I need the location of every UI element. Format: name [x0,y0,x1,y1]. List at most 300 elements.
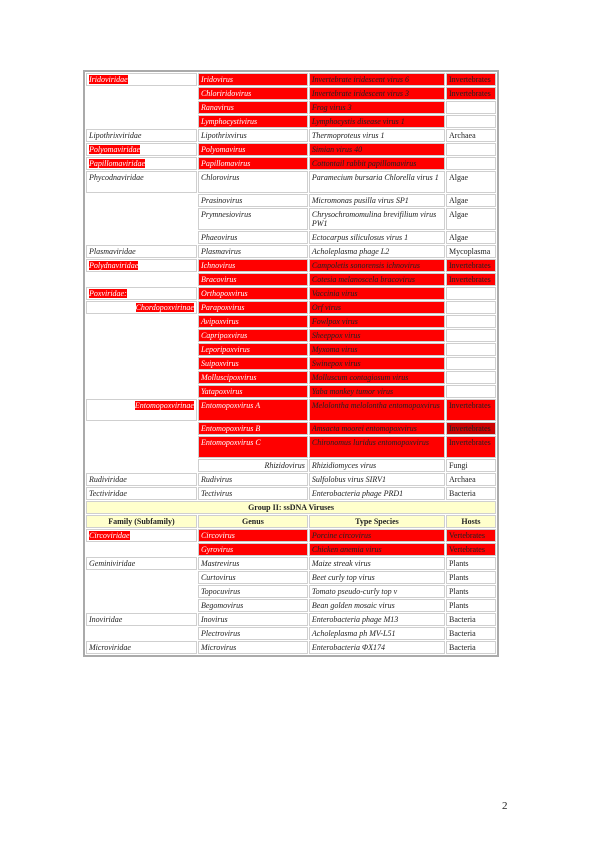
genus-name: Yatapoxvirus [200,387,243,396]
genus-name: Microvirus [200,643,237,652]
genus-name: Phaeovirus [200,233,238,242]
family-name: Plasmaviridae [89,247,136,256]
family-cell [86,487,197,500]
table-row [86,557,496,570]
table-row [86,101,496,114]
species-cell [309,557,445,570]
genus-cell [198,231,308,244]
table-row [86,315,496,328]
host-cell [446,571,496,584]
genus-cell [198,273,308,286]
species-cell [309,422,445,435]
table-row [86,543,496,556]
host-name: Algae [448,173,469,182]
col-header-species: Type Species [309,515,445,528]
species-cell [309,208,445,230]
table-row [86,171,496,193]
host-cell [446,385,496,398]
host-name: Vertebrates [448,545,485,554]
species-cell [309,101,445,114]
host-cell [446,259,496,272]
genus-cell [198,585,308,598]
genus-name: Ichnovirus [200,261,236,270]
species-cell [309,529,445,542]
table-row [86,259,496,272]
table-row [86,473,496,486]
family-cell [86,557,197,570]
species-cell [309,357,445,370]
host-cell [446,371,496,384]
family-cell [86,259,197,272]
table-row [86,231,496,244]
table-row [86,208,496,230]
host-name: Vertebrates [448,531,485,540]
host-name: Plants [448,559,469,568]
host-cell [446,599,496,612]
host-cell [446,73,496,86]
host-cell [446,208,496,230]
genus-name: Polyomavirus [200,145,246,154]
species-name: Sulfolobus virus SIRV1 [311,475,386,484]
genus-cell [198,473,308,486]
genus-cell [198,287,308,300]
species-name: Lymphocystis disease virus 1 [311,117,405,126]
host-cell [446,287,496,300]
group2-header [86,501,496,528]
host-cell [446,422,496,435]
table-row [86,371,496,384]
species-cell [309,436,445,458]
host-name: Archaea [448,475,476,484]
host-name: Algae [448,210,469,219]
host-name: Bacteria [448,615,476,624]
host-cell [446,157,496,170]
host-name: Invertebrates [448,275,491,284]
table-row [86,273,496,286]
species-name: Chironomus luridus entomopoxvirus [311,438,429,447]
host-cell [446,436,496,458]
species-name: Melolontha melolontha entomopoxvirus [311,401,440,410]
table-row [86,357,496,370]
host-name: Bacteria [448,489,476,498]
genus-cell [198,129,308,142]
genus-cell [198,422,308,435]
family-cell [86,641,197,654]
genus-cell [198,641,308,654]
family-cell [86,101,197,114]
species-cell [309,585,445,598]
genus-name: Parapoxvirus [200,303,245,312]
species-cell [309,613,445,626]
species-cell [309,129,445,142]
genus-cell [198,194,308,207]
host-name: Invertebrates [448,401,491,410]
species-cell [309,259,445,272]
species-cell [309,171,445,193]
species-cell [309,385,445,398]
host-cell [446,343,496,356]
host-name: Algae [448,196,469,205]
genus-cell [198,315,308,328]
genus-cell [198,115,308,128]
host-name: Archaea [448,131,476,140]
genus-cell [198,357,308,370]
host-cell [446,143,496,156]
family-name: Geminiviridae [89,559,136,568]
table-row [86,73,496,86]
family-name: Rudiviridae [89,475,127,484]
genus-cell [198,399,308,421]
genus-name: Plasmavirus [200,247,241,256]
species-cell [309,487,445,500]
family-cell [86,613,197,626]
genus-name: Iridovirus [200,75,233,84]
genus-cell [198,143,308,156]
species-name: Simian virus 40 [311,145,363,154]
host-name: Bacteria [448,643,476,652]
genus-name: Chlorovirus [200,173,240,182]
family-cell [86,371,197,384]
family-cell [86,343,197,356]
host-cell [446,473,496,486]
family-cell [86,357,197,370]
family-name: Polyomaviridae [89,145,141,154]
genus-cell [198,487,308,500]
species-cell [309,87,445,100]
host-cell [446,543,496,556]
family-cell [86,315,197,328]
genus-name: Prymnesiovirus [200,210,252,219]
family-cell [86,273,197,286]
table-row [86,343,496,356]
species-name: Frog virus 3 [311,103,352,112]
family-name: Iridoviridae [89,75,128,84]
genus-cell [198,571,308,584]
genus-name: Plectrovirus [200,629,241,638]
family-name: Lipothrixviridae [89,131,142,140]
species-name: Porcine circovirus [311,531,372,540]
table-row [86,157,496,170]
species-name: Cottontail rabbit papillomavirus [311,159,417,168]
family-cell [86,399,197,421]
genus-cell [198,101,308,114]
table-row [86,115,496,128]
family-cell [86,231,197,244]
family-cell [86,194,197,207]
host-cell [446,245,496,258]
family-cell [86,171,197,193]
species-cell [309,459,445,472]
genus-name: Lymphocystivirus [200,117,258,126]
species-name: Myxoma virus [311,345,358,354]
host-name: Plants [448,587,469,596]
species-name: Enterobacteria ΦX174 [311,643,386,652]
host-cell [446,115,496,128]
family-cell [86,585,197,598]
host-cell [446,273,496,286]
host-cell [446,171,496,193]
host-cell [446,329,496,342]
species-name: Enterobacteria phage PRD1 [311,489,404,498]
genus-name: Gyrovirus [200,545,234,554]
host-cell [446,585,496,598]
genus-name: Leporipoxvirus [200,345,250,354]
genus-name: Tectivirus [200,489,233,498]
family-cell [86,287,197,300]
genus-name: Entomopoxvirus B [200,424,261,433]
species-cell [309,473,445,486]
genus-cell [198,613,308,626]
table-row [86,287,496,300]
species-name: Tomato pseudo-curly top v [311,587,398,596]
genus-cell [198,301,308,314]
group1-dsdna-rows [86,73,496,500]
genus-cell [198,87,308,100]
species-name: Orf virus [311,303,342,312]
genus-cell [198,385,308,398]
species-cell [309,371,445,384]
table-row [86,436,496,458]
family-cell [86,301,197,314]
host-name: Bacteria [448,629,476,638]
species-cell [309,329,445,342]
family-name: Phycodnaviridae [89,173,144,182]
family-name: Inoviridae [89,615,123,624]
host-cell [446,459,496,472]
host-name: Invertebrates [448,75,491,84]
species-name: Bean golden mosaic virus [311,601,395,610]
table-row [86,194,496,207]
genus-cell [198,599,308,612]
host-name: Algae [448,233,469,242]
table-row [86,129,496,142]
species-name: Sheeppox virus [311,331,361,340]
host-cell [446,627,496,640]
genus-cell [198,459,308,472]
genus-cell [198,73,308,86]
species-cell [309,343,445,356]
species-cell [309,315,445,328]
species-cell [309,245,445,258]
species-cell [309,115,445,128]
host-cell [446,231,496,244]
genus-name: Capripoxvirus [200,331,248,340]
family-cell [86,422,197,435]
host-name: Plants [448,573,469,582]
species-name: Ectocarpus siliculosus virus 1 [311,233,409,242]
species-name: Cotesia melanoscela bracovirus [311,275,415,284]
table-row [86,571,496,584]
host-name: Invertebrates [448,438,491,447]
species-name: Amsacta moorei entomopoxvirus [311,424,417,433]
species-cell [309,641,445,654]
genus-cell [198,245,308,258]
species-cell [309,287,445,300]
genus-cell [198,627,308,640]
table-row [86,641,496,654]
table-row [86,627,496,640]
species-name: Chrysochromomulina brevifilium virus PW1 [311,210,437,228]
table-row [86,301,496,314]
table-row [86,585,496,598]
family-cell [86,571,197,584]
family-name: Circoviridae [89,531,130,540]
host-name: Fungi [448,461,468,470]
species-cell [309,231,445,244]
virus-classification-table [83,70,499,657]
genus-name: Orthopoxvirus [200,289,248,298]
genus-cell [198,259,308,272]
host-cell [446,301,496,314]
species-cell [309,301,445,314]
group2-ssdna-rows [86,529,496,654]
genus-name: Suipoxvirus [200,359,239,368]
family-cell [86,627,197,640]
species-name: Paramecium bursaria Chlorella virus 1 [311,173,439,182]
genus-cell [198,329,308,342]
genus-name: Rhizidovirus [264,461,305,470]
species-name: Molluscum contagiosum virus [311,373,409,382]
host-cell [446,487,496,500]
group2-title: Group II: ssDNA Viruses [86,501,496,514]
family-name: Tectiviridae [89,489,127,498]
host-cell [446,129,496,142]
family-cell [86,157,197,170]
genus-cell [198,529,308,542]
genus-name: Mastrevirus [200,559,240,568]
host-cell [446,357,496,370]
family-name: Chordopoxvirinae [135,303,194,312]
genus-cell [198,343,308,356]
host-cell [446,399,496,421]
genus-cell [198,543,308,556]
family-name: Polydnaviridae [89,261,139,270]
genus-cell [198,436,308,458]
host-cell [446,529,496,542]
genus-cell [198,157,308,170]
genus-name: Avipoxvirus [200,317,239,326]
host-cell [446,641,496,654]
table-row [86,245,496,258]
genus-name: Rudivirus [200,475,233,484]
table-row [86,613,496,626]
species-cell [309,399,445,421]
genus-name: Lipothrixvirus [200,131,247,140]
family-cell [86,459,197,472]
species-name: Invertebrate iridescent virus 3 [311,89,409,98]
species-name: Campoletis sonorensis ichnovirus [311,261,421,270]
family-cell [86,115,197,128]
host-cell [446,613,496,626]
genus-name: Ranavirus [200,103,234,112]
genus-cell [198,371,308,384]
family-cell [86,208,197,230]
species-cell [309,73,445,86]
genus-name: Curtovirus [200,573,236,582]
species-name: Beet curly top virus [311,573,375,582]
col-header-family: Family (Subfamily) [86,515,197,528]
genus-cell [198,171,308,193]
species-cell [309,599,445,612]
family-cell [86,245,197,258]
species-name: Acholeplasma ph MV-L51 [311,629,396,638]
family-cell [86,385,197,398]
col-header-hosts: Hosts [446,515,496,528]
host-name: Invertebrates [448,261,491,270]
species-name: Acholeplasma phage L2 [311,247,390,256]
genus-name: Inovirus [200,615,228,624]
species-cell [309,571,445,584]
family-cell [86,436,197,458]
species-cell [309,194,445,207]
host-name: Plants [448,601,469,610]
family-name: Papillomaviridae [89,159,145,168]
host-name: Mycoplasma [448,247,491,256]
genus-name: Bracovirus [200,275,237,284]
species-cell [309,157,445,170]
species-name: Enterobacteria phage M13 [311,615,399,624]
host-cell [446,101,496,114]
table-row [86,529,496,542]
host-cell [446,194,496,207]
family-cell [86,73,197,86]
host-name: Invertebrates [448,89,491,98]
genus-name: Chloriridovirus [200,89,252,98]
table-row [86,329,496,342]
page-number: 2 [502,800,508,812]
genus-name: Entomopoxvirus A [200,401,261,410]
genus-cell [198,557,308,570]
species-name: Micromonas pusilla virus SP1 [311,196,409,205]
family-cell [86,599,197,612]
table-row [86,143,496,156]
species-name: Chicken anemia virus [311,545,382,554]
genus-name: Circovirus [200,531,235,540]
table-row [86,599,496,612]
family-cell [86,329,197,342]
col-header-genus: Genus [198,515,308,528]
species-name: Rhizidiomyces virus [311,461,377,470]
table-row [86,459,496,472]
table-row [86,87,496,100]
genus-name: Molluscipoxvirus [200,373,257,382]
family-name: Poxviridae: [89,289,127,298]
family-name: Microviridae [89,643,131,652]
family-cell [86,87,197,100]
species-name: Fowlpox virus [311,317,358,326]
species-name: Yaba monkey tumor virus [311,387,394,396]
table-row [86,487,496,500]
species-name: Maize streak virus [311,559,371,568]
table-row [86,422,496,435]
genus-cell [198,208,308,230]
species-name: Vaccinia virus [311,289,358,298]
genus-name: Entomopoxvirus C [200,438,261,447]
host-cell [446,557,496,570]
species-cell [309,543,445,556]
species-cell [309,627,445,640]
species-name: Thermoproteus virus 1 [311,131,385,140]
family-cell [86,543,197,556]
species-cell [309,273,445,286]
family-cell [86,129,197,142]
table-row [86,385,496,398]
family-cell [86,529,197,542]
species-name: Invertebrate iridescent virus 6 [311,75,409,84]
genus-name: Prasinovirus [200,196,243,205]
family-name: Entomopoxvirinae [134,401,194,410]
family-cell [86,473,197,486]
